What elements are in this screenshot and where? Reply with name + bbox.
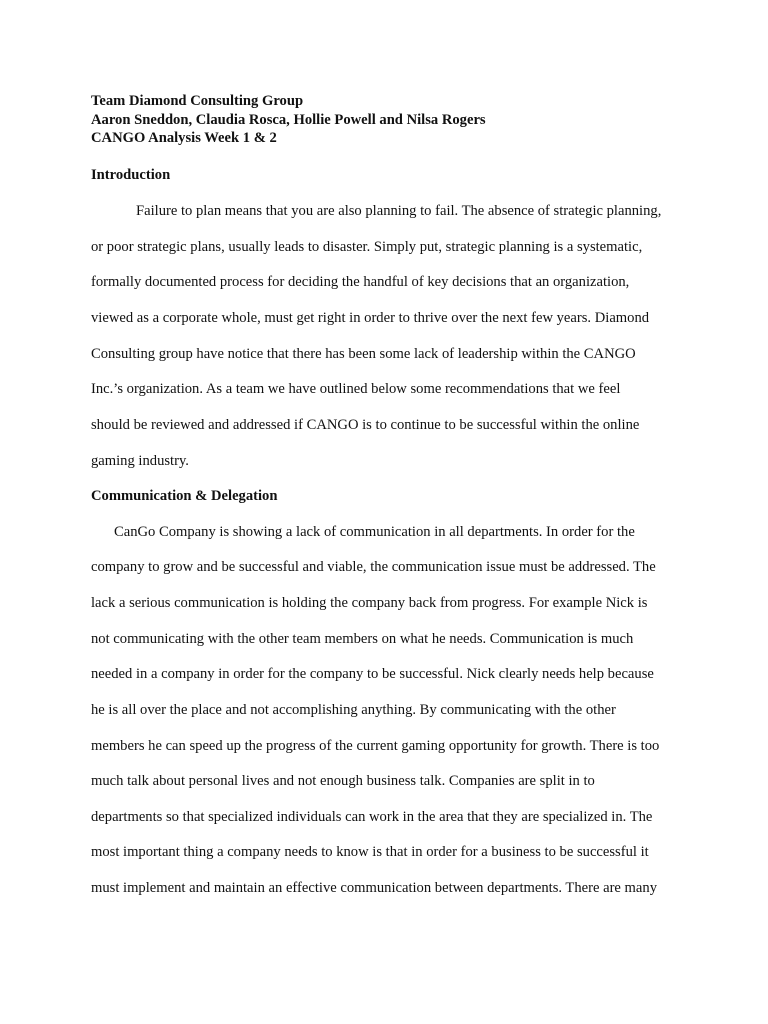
paragraph-line: company to grow and be successful and viable, the communication issue must be addressed. The [91,559,656,575]
document-title: CANGO Analysis Week 1 & 2 [91,130,277,146]
paragraph-line: he is all over the place and not accomplishing anything. By communicating with the other [91,702,616,718]
paragraph-line: most important thing a company needs to know is that in order for a business to be successful it [91,844,649,860]
paragraph-line: departments so that specialized individuals can work in the area that they are specialized in. The [91,809,653,825]
paragraph-line: Consulting group have notice that there has been some lack of leadership within the CANGO [91,346,636,362]
paragraph-line: must implement and maintain an effective communication between departments. There are many [91,880,657,896]
section-heading-communication: Communication & Delegation [91,488,278,504]
section-heading-introduction: Introduction [91,167,171,183]
paragraph-line: or poor strategic plans, usually leads to disaster. Simply put, strategic planning is a systematic, [91,239,643,255]
paragraph-line: CanGo Company is showing a lack of communication in all departments. In order for the [114,524,635,540]
paragraph-line: members he can speed up the progress of the current gaming opportunity for growth. There is too [91,738,660,754]
author-names: Aaron Sneddon, Claudia Rosca, Hollie Powell and Nilsa Rogers [91,111,486,128]
paragraph-line: viewed as a corporate whole, must get right in order to thrive over the next few years. Diamond [91,310,650,326]
paragraph-line: gaming industry. [91,453,189,469]
paragraph-line: not communicating with the other team members on what he needs. Communication is much [91,631,634,647]
paragraph-line: Inc.’s organization. As a team we have outlined below some recommendations that we feel [91,381,621,397]
paragraph-line: should be reviewed and addressed if CANGO is to continue to be successful within the online [91,417,640,433]
document-header [91,92,711,148]
paragraph-line: formally documented process for deciding the handful of key decisions that an organization, [91,274,630,290]
paragraph-line: much talk about personal lives and not enough business talk. Companies are split in to [91,773,595,789]
paragraph-line: lack a serious communication is holding the company back from progress. For example Nick is [91,595,648,611]
team-name: Team Diamond Consulting Group [91,93,304,109]
paragraph-line: Failure to plan means that you are also planning to fail. The absence of strategic planning, [136,203,662,219]
paragraph-line: needed in a company in order for the company to be successful. Nick clearly needs help because [91,666,654,682]
